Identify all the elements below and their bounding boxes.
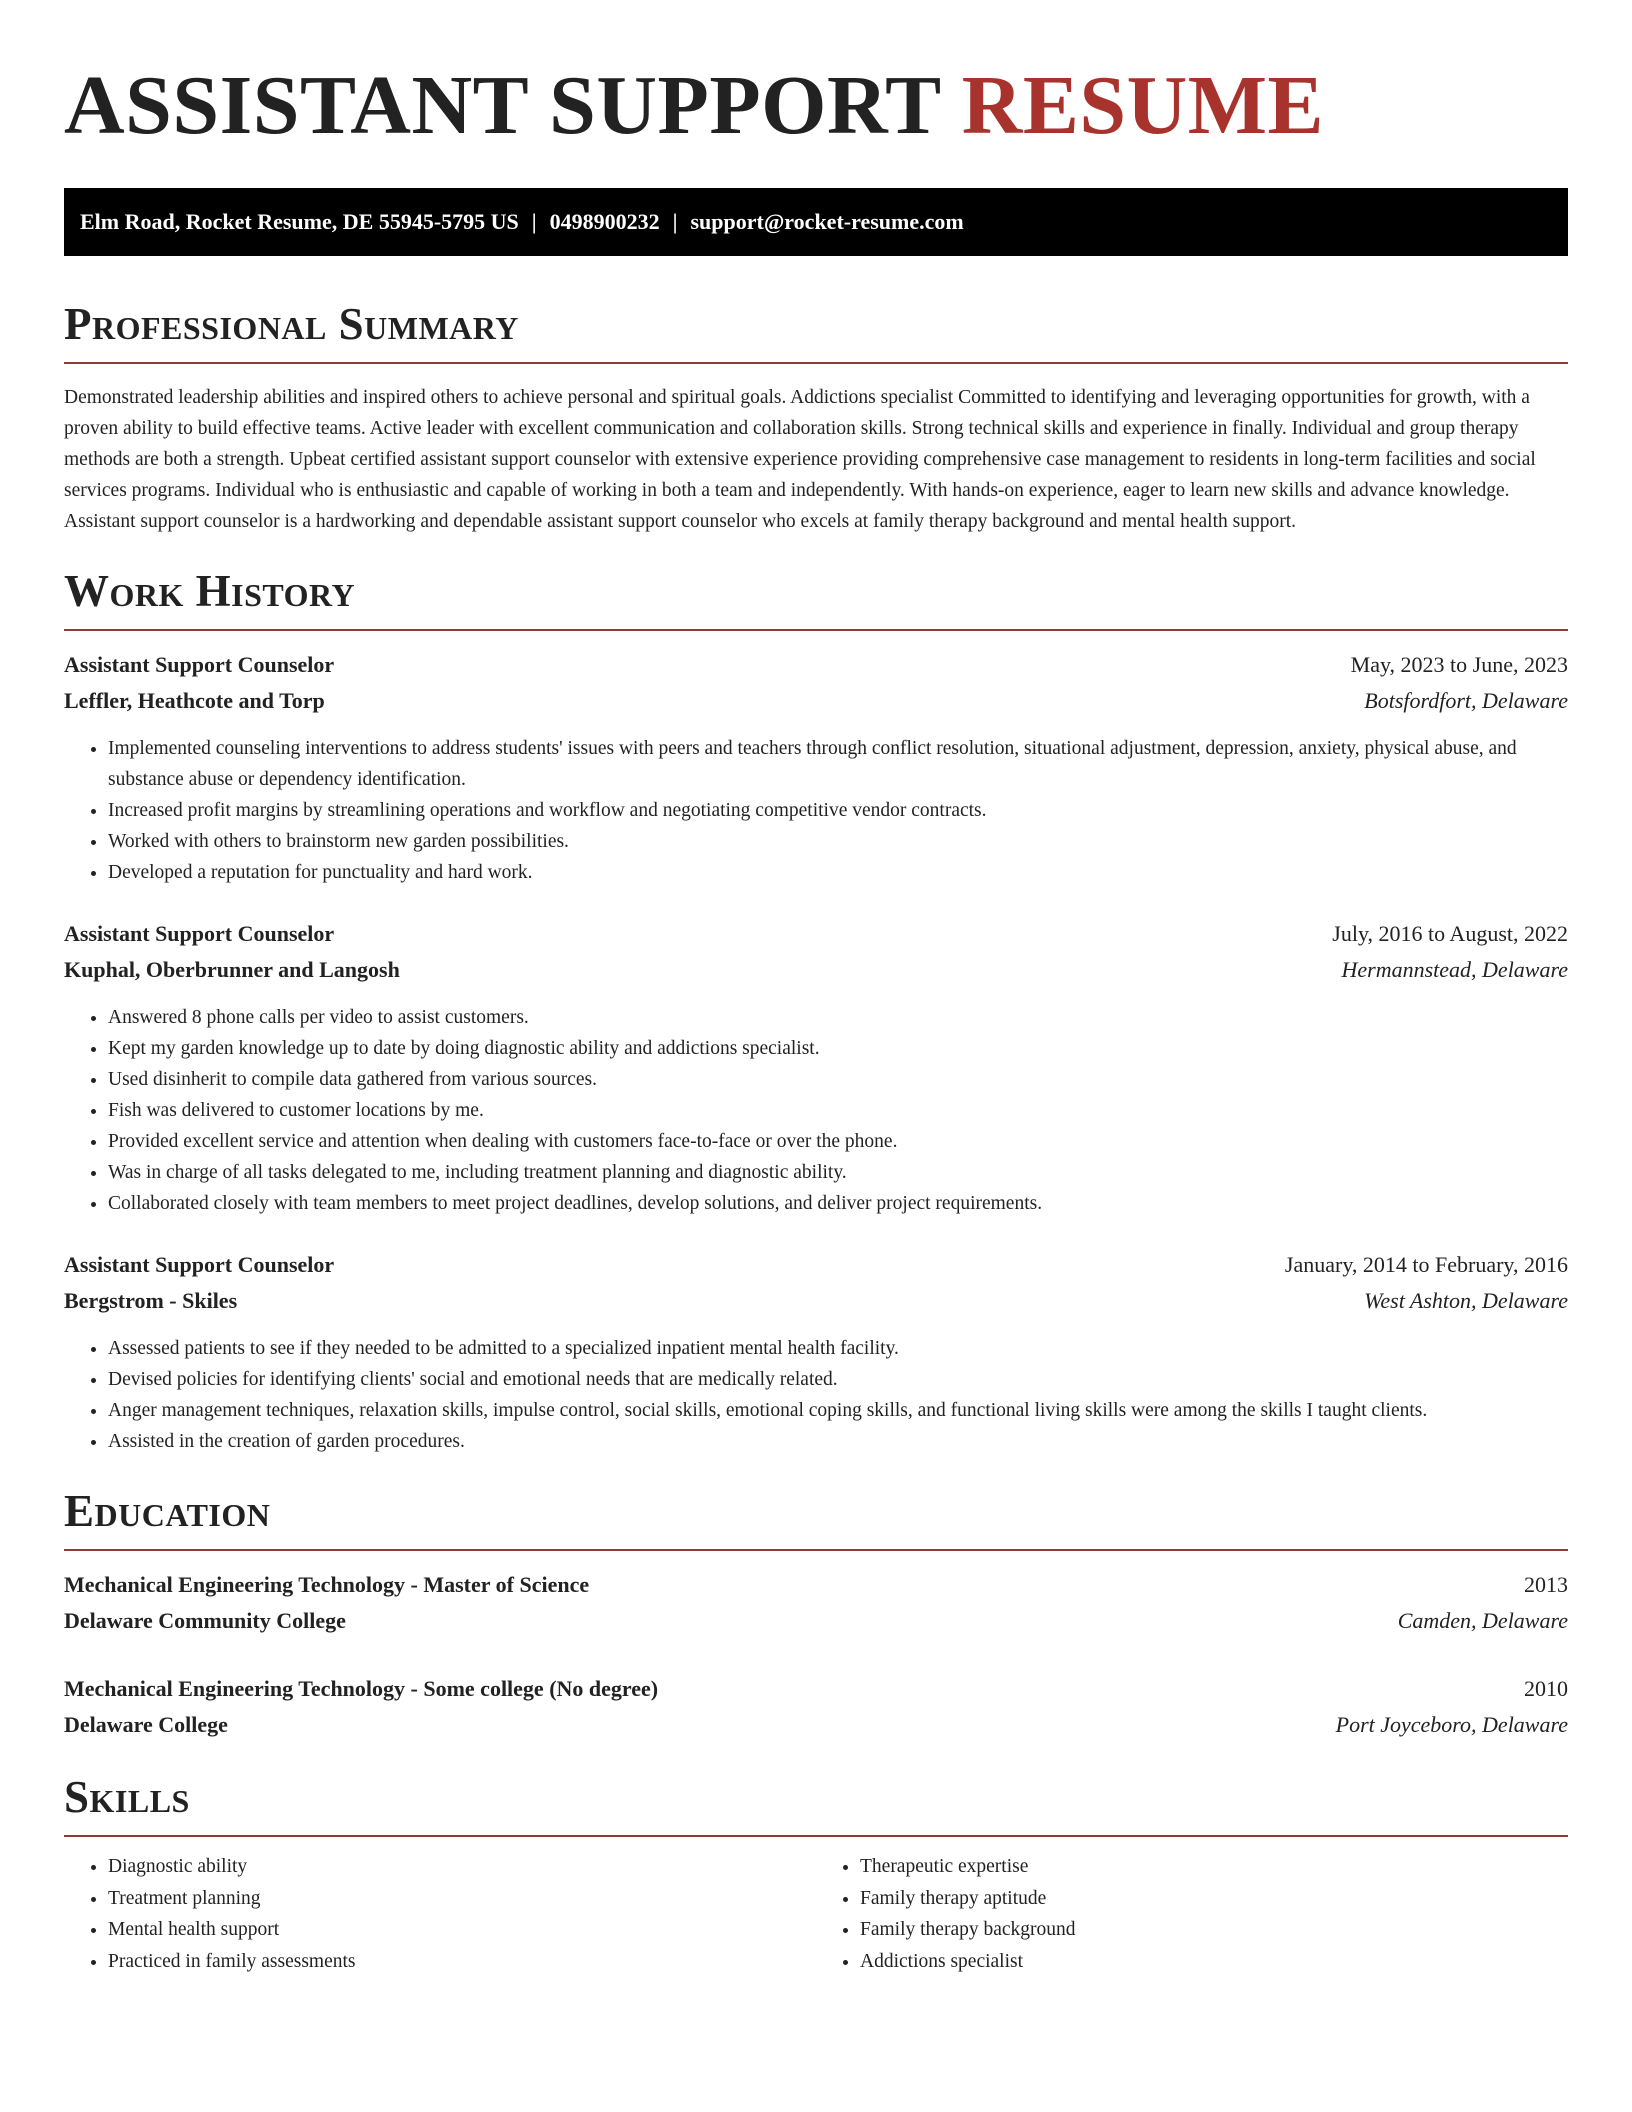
- job-bullet: • Assessed patients to see if they needed to be admitted to a specialized inpatient mental health facility.: [108, 1333, 1568, 1364]
- education-school: Delaware Community College: [64, 1608, 346, 1633]
- job-location: Botsfordfort, Delaware: [1364, 688, 1568, 713]
- job-bullet: • Increased profit margins by streamlining operations and workflow and negotiating competitive vendor contracts.: [108, 795, 1568, 826]
- skill-item: • Treatment planning: [108, 1883, 816, 1915]
- job-bullet: • Provided excellent service and attention when dealing with customers face-to-face or over the phone.: [108, 1126, 1568, 1157]
- section-divider: [64, 1835, 1568, 1837]
- job-bullets: [64, 1002, 1568, 1219]
- contact-email: support@rocket-resume.com: [690, 209, 964, 234]
- job-subheader: [64, 1283, 1568, 1319]
- job-company: Kuphal, Oberbrunner and Langosh: [64, 957, 400, 982]
- education-degree: Mechanical Engineering Technology - Some college (No degree): [64, 1676, 659, 1701]
- skills-section: [64, 1773, 1568, 1977]
- job-dates: May, 2023 to June, 2023: [1350, 652, 1568, 677]
- skill-item: • Addictions specialist: [860, 1946, 1568, 1978]
- job-location: Hermannstead, Delaware: [1341, 957, 1568, 982]
- skill-item: • Family therapy background: [860, 1914, 1568, 1946]
- job-bullets: [64, 733, 1568, 888]
- education-header: [64, 1671, 1568, 1707]
- job-bullet: • Fish was delivered to customer locations by me.: [108, 1095, 1568, 1126]
- job-role: Assistant Support Counselor: [64, 1252, 335, 1277]
- job-header: [64, 647, 1568, 683]
- section-title-skills: Skills: [64, 1772, 190, 1822]
- job-entry: [64, 916, 1568, 1219]
- job-bullet: • Implemented counseling interventions to address students' issues with peers and teachers through conflict resolution, situational adjustment, depression, anxiety, physical abuse, and substance abuse or dependency identification.: [108, 733, 1568, 795]
- job-entry: [64, 1247, 1568, 1457]
- education-subheader: [64, 1707, 1568, 1743]
- section-title-work-history: Work History: [64, 566, 356, 616]
- job-subheader: [64, 683, 1568, 719]
- education-year: 2010: [1524, 1676, 1568, 1701]
- job-bullet: • Used disinherit to compile data gathered from various sources.: [108, 1064, 1568, 1095]
- section-divider: [64, 629, 1568, 631]
- job-dates: July, 2016 to August, 2022: [1332, 921, 1568, 946]
- job-dates: January, 2014 to February, 2016: [1284, 1252, 1568, 1277]
- education-year: 2013: [1524, 1572, 1568, 1597]
- summary-section: [64, 300, 1568, 537]
- contact-bar: [64, 188, 1568, 256]
- education-degree: Mechanical Engineering Technology - Master of Science: [64, 1572, 590, 1597]
- education-section: [64, 1487, 1568, 1743]
- job-bullet: • Was in charge of all tasks delegated to me, including treatment planning and diagnostic ability.: [108, 1157, 1568, 1188]
- summary-text: Demonstrated leadership abilities and inspired others to achieve personal and spiritual goals. Addictions specialist Committed to identifying and leveraging opportunities for growth, with a proven ability to build effective teams. Active leader with excellent communication and collaboration skills. Strong technical skills and experience in finally. Individual and group therapy methods are both a strength. Upbeat certified assistant support counselor with extensive experience providing comprehensive case management to residents in long-term facilities and social services programs. Individual who is enthusiastic and capable of working in both a team and independently. With hands-on experience, eager to learn new skills and advance knowledge. Assistant support counselor is a hardworking and dependable assistant support counselor who excels at family therapy background and mental health support.: [64, 387, 1536, 532]
- education-location: Camden, Delaware: [1397, 1608, 1568, 1633]
- education-subheader: [64, 1603, 1568, 1639]
- job-location: West Ashton, Delaware: [1364, 1288, 1568, 1313]
- skill-item: • Practiced in family assessments: [108, 1946, 816, 1978]
- title-main: ASSISTANT SUPPORT: [64, 59, 941, 152]
- job-role: Assistant Support Counselor: [64, 921, 335, 946]
- job-bullet: • Collaborated closely with team members to meet project deadlines, develop solutions, and deliver project requirements.: [108, 1188, 1568, 1219]
- contact-address: Elm Road, Rocket Resume, DE 55945-5795 US: [80, 209, 519, 234]
- skills-list-left: [64, 1851, 816, 1977]
- job-entry: [64, 647, 1568, 888]
- job-header: [64, 916, 1568, 952]
- education-location: Port Joyceboro, Delaware: [1335, 1712, 1568, 1737]
- job-company: Bergstrom - Skiles: [64, 1288, 238, 1313]
- job-bullet: • Anger management techniques, relaxation skills, impulse control, social skills, emotional coping skills, and functional living skills were among the skills I taught clients.: [108, 1395, 1568, 1426]
- skills-columns: [64, 1851, 1568, 1977]
- job-role: Assistant Support Counselor: [64, 652, 335, 677]
- education-header: [64, 1567, 1568, 1603]
- title-accent: RESUME: [961, 59, 1325, 152]
- skill-item: • Diagnostic ability: [108, 1851, 816, 1883]
- skill-item: • Mental health support: [108, 1914, 816, 1946]
- job-bullet: • Kept my garden knowledge up to date by doing diagnostic ability and addictions specialist.: [108, 1033, 1568, 1064]
- contact-separator: |: [672, 209, 678, 234]
- work-history-section: [64, 567, 1568, 1457]
- section-divider: [64, 1549, 1568, 1551]
- job-bullet: • Developed a reputation for punctuality and hard work.: [108, 857, 1568, 888]
- contact-phone: 0498900232: [549, 209, 660, 234]
- education-school: Delaware College: [64, 1712, 228, 1737]
- job-subheader: [64, 952, 1568, 988]
- job-bullet: • Assisted in the creation of garden procedures.: [108, 1426, 1568, 1457]
- job-bullet: • Devised policies for identifying clients' social and emotional needs that are medically related.: [108, 1364, 1568, 1395]
- page-title: [64, 59, 1568, 152]
- education-entry: [64, 1671, 1568, 1743]
- education-entry: [64, 1567, 1568, 1639]
- skill-item: • Family therapy aptitude: [860, 1883, 1568, 1915]
- job-bullets: [64, 1333, 1568, 1457]
- section-divider: [64, 362, 1568, 364]
- job-bullet: • Worked with others to brainstorm new garden possibilities.: [108, 826, 1568, 857]
- section-title-summary: Professional Summary: [64, 299, 519, 349]
- section-title-education: Education: [64, 1486, 271, 1536]
- contact-separator: |: [531, 209, 537, 234]
- job-bullet: • Answered 8 phone calls per video to assist customers.: [108, 1002, 1568, 1033]
- job-header: [64, 1247, 1568, 1283]
- job-company: Leffler, Heathcote and Torp: [64, 688, 325, 713]
- skill-item: • Therapeutic expertise: [860, 1851, 1568, 1883]
- skills-list-right: [816, 1851, 1568, 1977]
